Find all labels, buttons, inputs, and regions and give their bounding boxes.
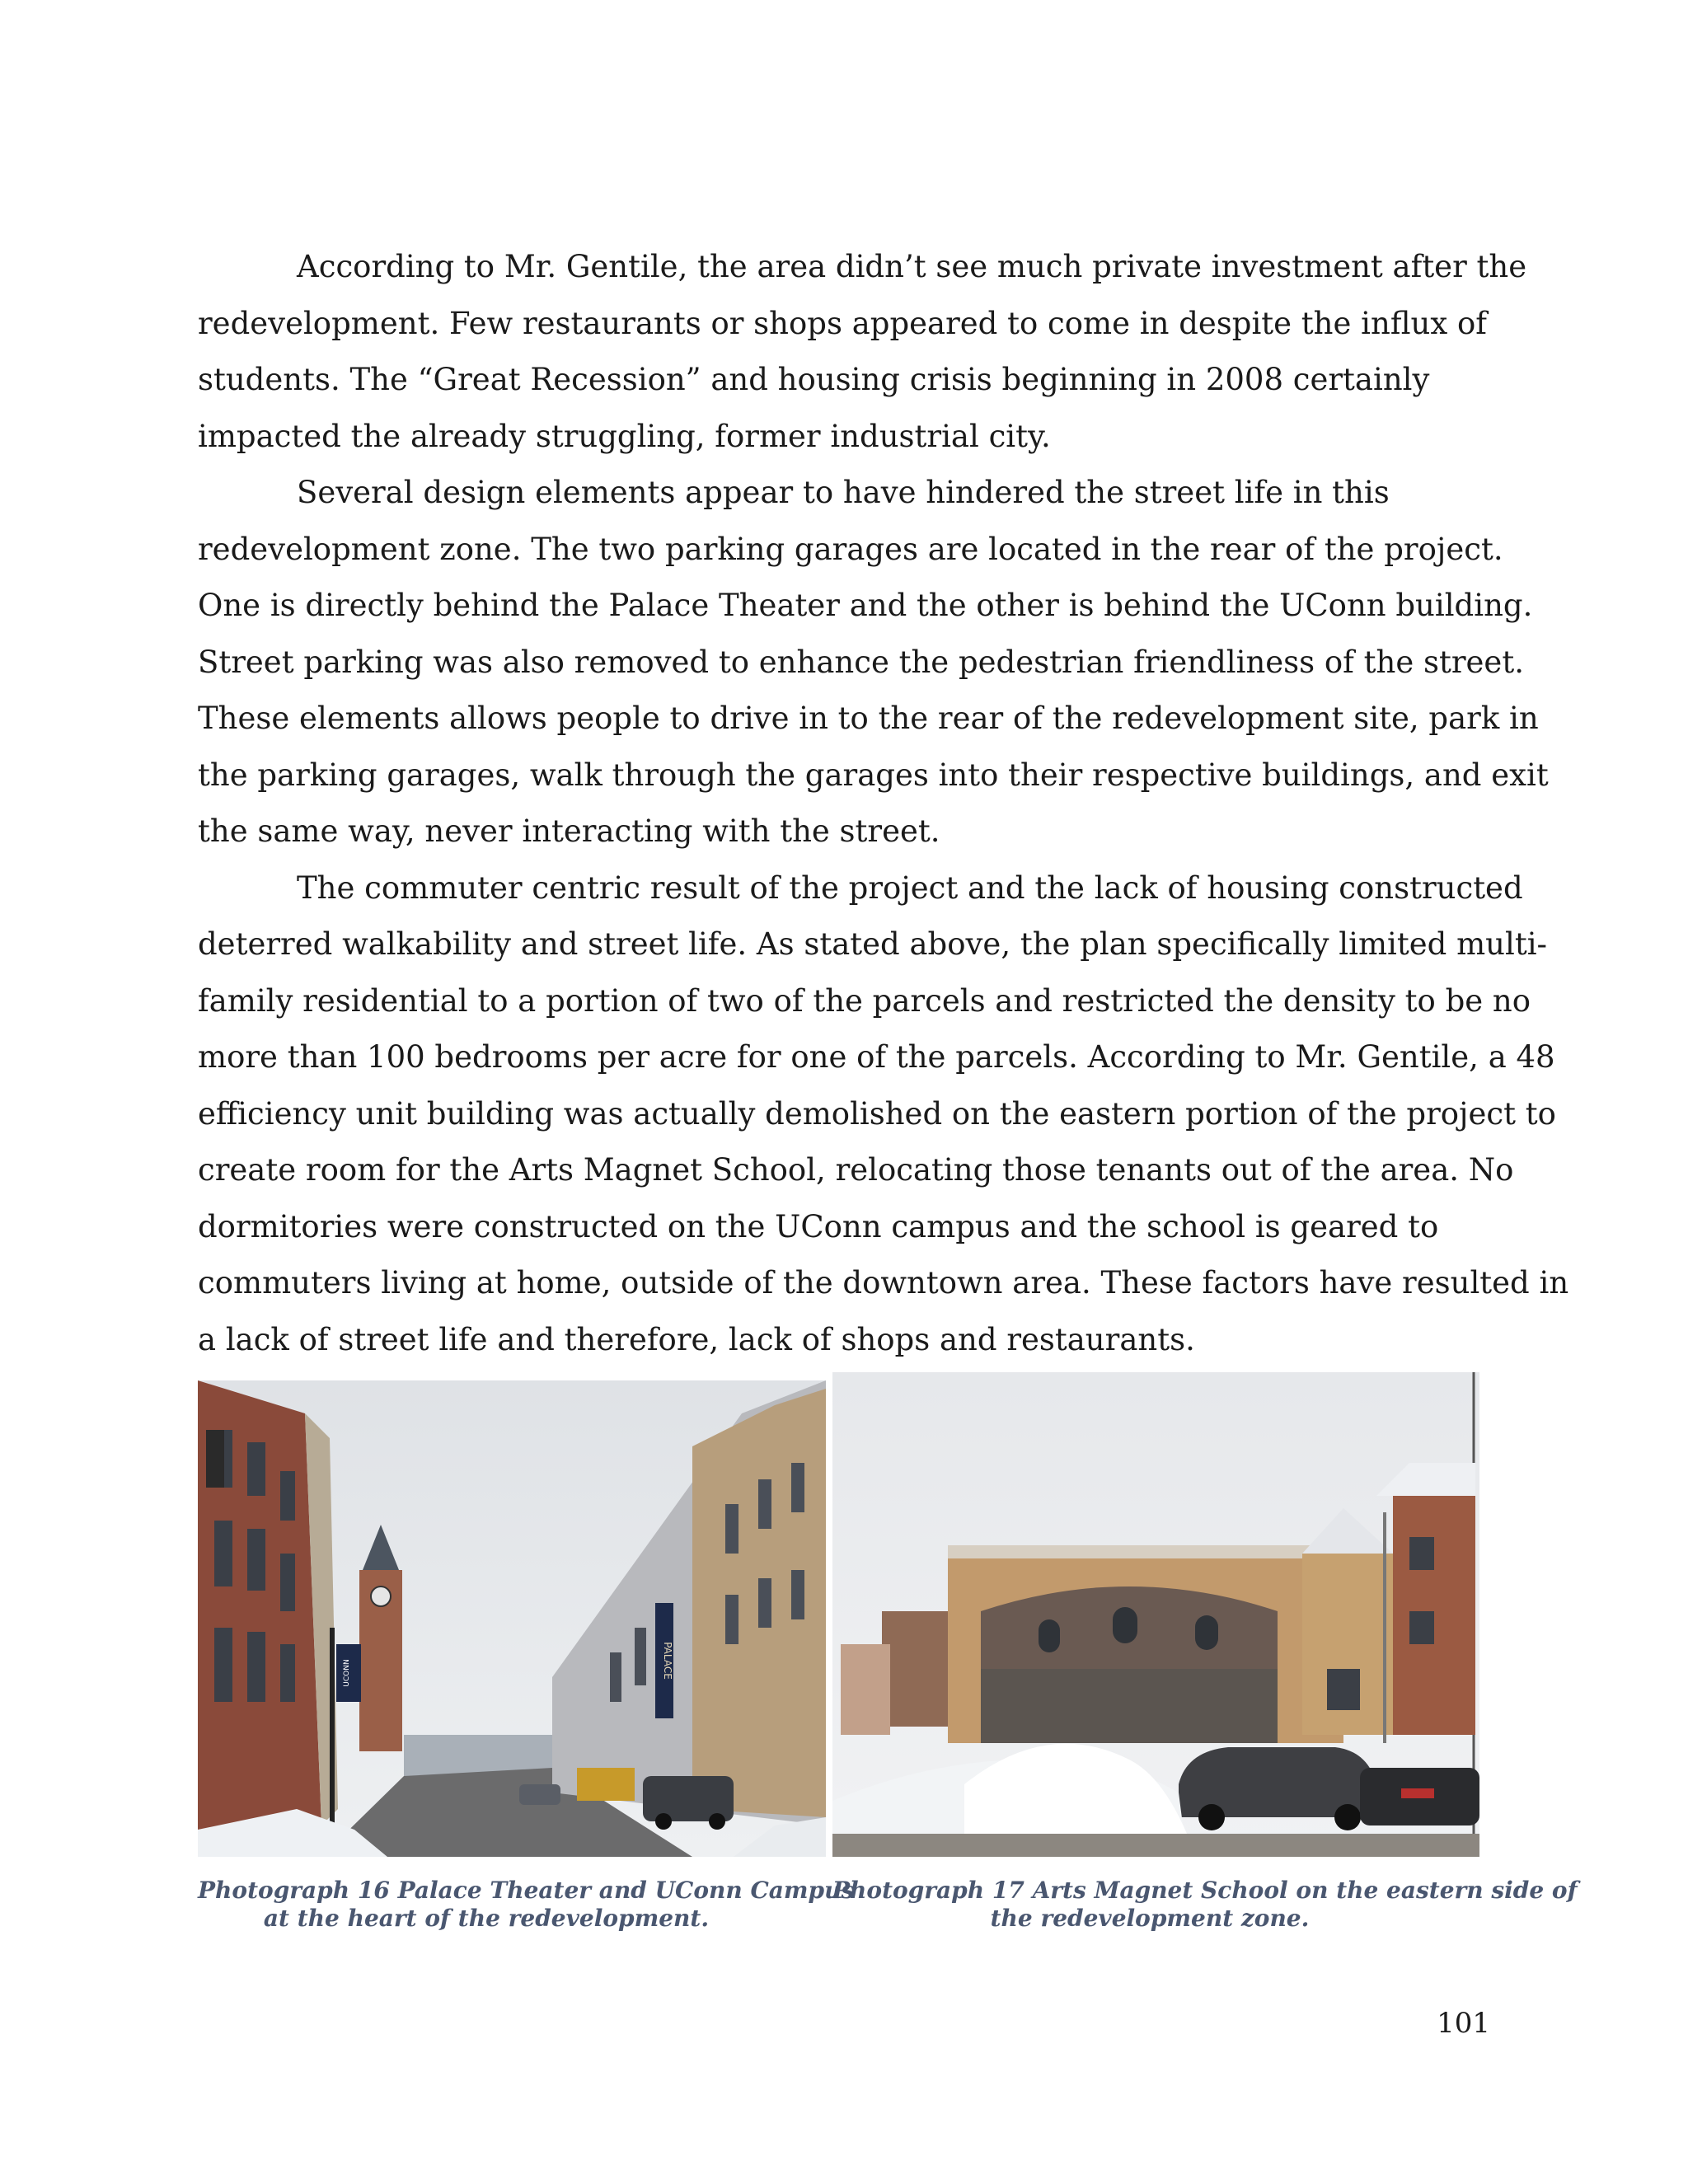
text-line: These elements allows people to drive in to the rear of the redevelopment site, park in — [198, 701, 1539, 736]
photograph-16-caption — [198, 1877, 855, 1933]
text-line: redevelopment. Few restaurants or shops appeared to come in despite the influx of — [198, 305, 1487, 341]
paragraph-1 — [198, 239, 1527, 465]
uconn-sign: UCONN — [343, 1659, 351, 1687]
body-text — [198, 239, 1569, 1368]
text-line: redevelopment zone. The two parking garages are located in the rear of the project. — [198, 531, 1503, 567]
text-line: the parking garages, walk through the garages into their respective buildings, and exit — [198, 757, 1549, 793]
photograph-16 — [198, 1380, 826, 1857]
palace-sign: PALACE — [662, 1642, 673, 1680]
text-line: The commuter centric result of the project and the lack of housing constructed — [297, 869, 1523, 906]
text-line: students. The “Great Recession” and housing crisis beginning in 2008 certainly — [198, 362, 1430, 397]
page-number: 101 — [1437, 2007, 1490, 2040]
text-line: family residential to a portion of two of the parcels and restricted the density to be no — [198, 982, 1531, 1019]
text-line: the same way, never interacting with the street. — [198, 813, 940, 849]
text-line: efficiency unit building was actually demolished on the eastern portion of the project to — [198, 1095, 1556, 1132]
text-line: Street parking was also removed to enhance the pedestrian friendliness of the street. — [198, 644, 1524, 680]
text-line: One is directly behind the Palace Theater and the other is behind the UConn building. — [198, 588, 1533, 623]
text-line: dormitories were constructed on the UConn campus and the school is geared to — [198, 1208, 1439, 1244]
caption-line: at the heart of the redevelopment. — [263, 1905, 710, 1932]
text-line: Several design elements appear to have hindered the street life in this — [297, 475, 1390, 510]
paragraph-2 — [198, 465, 1549, 860]
paragraph-3 — [198, 860, 1569, 1369]
photograph-17-caption — [832, 1877, 1578, 1933]
photograph-17 — [832, 1372, 1479, 1857]
text-line: deterred walkability and street life. As stated above, the plan specifically limited multi- — [198, 926, 1548, 962]
text-line: a lack of street life and therefore, lack of shops and restaurants. — [198, 1321, 1195, 1357]
caption-line: the redevelopment zone. — [990, 1905, 1310, 1932]
text-line: create room for the Arts Magnet School, relocating those tenants out of the area. No — [198, 1152, 1514, 1188]
text-line: According to Mr. Gentile, the area didn’t see much private investment after the — [297, 249, 1527, 284]
text-line: impacted the already struggling, former industrial city. — [198, 418, 1051, 454]
caption-line: Photograph 16 Palace Theater and UConn Campus — [198, 1877, 855, 1904]
caption-line: Photograph 17 Arts Magnet School on the eastern side of — [832, 1877, 1578, 1904]
text-line: commuters living at home, outside of the downtown area. These factors have resulted in — [198, 1265, 1569, 1301]
text-line: more than 100 bedrooms per acre for one of the parcels. According to Mr. Gentile, a 48 — [198, 1039, 1555, 1075]
